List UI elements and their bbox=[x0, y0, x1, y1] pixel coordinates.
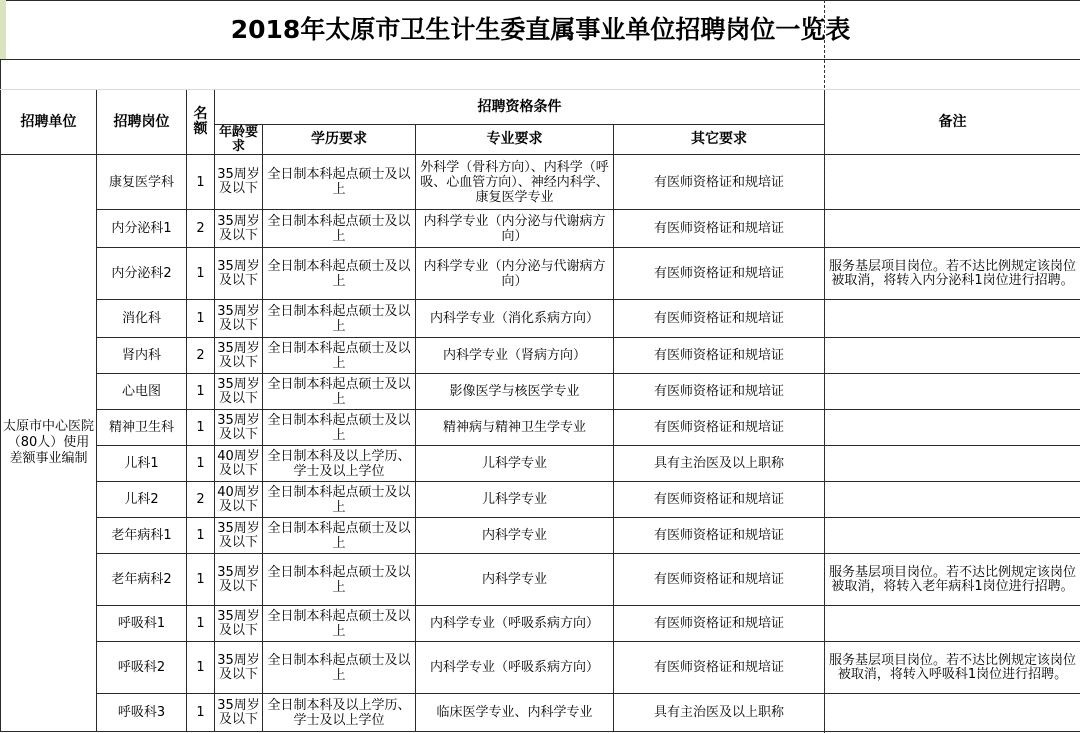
education-cell[interactable]: 全日制本科起点硕士及以上 bbox=[263, 518, 416, 554]
position-cell[interactable]: 内分泌科2 bbox=[97, 248, 187, 300]
major-cell[interactable]: 内科学专业（呼吸系病方向） bbox=[416, 606, 614, 642]
remarks-cell[interactable] bbox=[825, 606, 1080, 642]
remarks-cell[interactable] bbox=[825, 446, 1080, 482]
unit-cell[interactable]: 太原市中心医院（80人）使用差额事业编制 bbox=[1, 155, 97, 732]
position-cell[interactable]: 内分泌科1 bbox=[97, 210, 187, 248]
other-requirement-cell[interactable]: 有医师资格证和规培证 bbox=[614, 248, 825, 300]
age-cell[interactable]: 35周岁及以下 bbox=[215, 155, 263, 210]
position-cell[interactable]: 肾内科 bbox=[97, 338, 187, 374]
education-cell[interactable]: 全日制本科起点硕士及以上 bbox=[263, 410, 416, 446]
education-cell[interactable]: 全日制本科起点硕士及以上 bbox=[263, 642, 416, 694]
blank-row bbox=[1, 60, 1080, 90]
remarks-cell[interactable] bbox=[825, 338, 1080, 374]
quota-cell[interactable]: 2 bbox=[187, 338, 215, 374]
page-break-line bbox=[824, 0, 825, 733]
position-cell[interactable]: 心电图 bbox=[97, 374, 187, 410]
education-cell[interactable]: 全日制本科起点硕士及以上 bbox=[263, 338, 416, 374]
blank-cell[interactable] bbox=[1, 60, 1080, 90]
other-requirement-cell[interactable]: 有医师资格证和规培证 bbox=[614, 155, 825, 210]
remarks-cell[interactable]: 服务基层项目岗位。若不达比例规定该岗位被取消，将转入呼吸科1岗位进行招聘。 bbox=[825, 642, 1080, 694]
education-cell[interactable]: 全日制本科及以上学历、学士及以上学位 bbox=[263, 446, 416, 482]
age-cell[interactable]: 35周岁及以下 bbox=[215, 300, 263, 338]
remarks-cell[interactable]: 服务基层项目岗位。若不达比例规定该岗位被取消，将转入老年病科1岗位进行招聘。 bbox=[825, 554, 1080, 606]
table-body bbox=[1, 155, 1080, 732]
position-cell[interactable]: 老年病科1 bbox=[97, 518, 187, 554]
header-row-1 bbox=[1, 90, 1080, 125]
major-cell[interactable]: 儿科学专业 bbox=[416, 446, 614, 482]
major-cell[interactable]: 内科学专业（呼吸系病方向） bbox=[416, 642, 614, 694]
table-row bbox=[1, 210, 1080, 248]
header-other: 其它要求 bbox=[614, 125, 825, 155]
header-qualifications: 招聘资格条件 bbox=[215, 90, 825, 125]
position-cell[interactable]: 康复医学科 bbox=[97, 155, 187, 210]
age-cell[interactable]: 40周岁及以下 bbox=[215, 446, 263, 482]
page-title: 2018年太原市卫生计生委直属事业单位招聘岗位一览表 bbox=[1, 1, 1080, 60]
age-cell[interactable]: 35周岁及以下 bbox=[215, 374, 263, 410]
major-cell[interactable]: 内科学专业 bbox=[416, 554, 614, 606]
quota-cell[interactable]: 2 bbox=[187, 482, 215, 518]
major-cell[interactable]: 内科学专业 bbox=[416, 518, 614, 554]
remarks-cell[interactable] bbox=[825, 210, 1080, 248]
remarks-cell[interactable] bbox=[825, 518, 1080, 554]
remarks-cell[interactable] bbox=[825, 374, 1080, 410]
position-cell[interactable]: 呼吸科2 bbox=[97, 642, 187, 694]
education-cell[interactable]: 全日制本科起点硕士及以上 bbox=[263, 554, 416, 606]
other-requirement-cell[interactable]: 具有主治医及以上职称 bbox=[614, 694, 825, 732]
table-row bbox=[1, 446, 1080, 482]
header-quota: 名额 bbox=[187, 90, 215, 155]
other-requirement-cell[interactable]: 有医师资格证和规培证 bbox=[614, 606, 825, 642]
header-unit: 招聘单位 bbox=[1, 90, 97, 155]
remarks-cell[interactable] bbox=[825, 694, 1080, 732]
table-row bbox=[1, 374, 1080, 410]
other-requirement-cell[interactable]: 有医师资格证和规培证 bbox=[614, 642, 825, 694]
table-row bbox=[1, 694, 1080, 732]
header-major: 专业要求 bbox=[416, 125, 614, 155]
quota-cell[interactable]: 1 bbox=[187, 606, 215, 642]
position-cell[interactable]: 儿科2 bbox=[97, 482, 187, 518]
age-cell[interactable]: 35周岁及以下 bbox=[215, 210, 263, 248]
position-cell[interactable]: 消化科 bbox=[97, 300, 187, 338]
position-cell[interactable]: 儿科1 bbox=[97, 446, 187, 482]
major-cell[interactable]: 儿科学专业 bbox=[416, 482, 614, 518]
other-requirement-cell[interactable]: 有医师资格证和规培证 bbox=[614, 518, 825, 554]
education-cell[interactable]: 全日制本科起点硕士及以上 bbox=[263, 374, 416, 410]
age-cell[interactable]: 35周岁及以下 bbox=[215, 694, 263, 732]
position-cell[interactable]: 呼吸科3 bbox=[97, 694, 187, 732]
header-education: 学历要求 bbox=[263, 125, 416, 155]
major-cell[interactable]: 临床医学专业、内科学专业 bbox=[416, 694, 614, 732]
table-row bbox=[1, 155, 1080, 210]
age-cell[interactable]: 35周岁及以下 bbox=[215, 248, 263, 300]
major-cell[interactable]: 外科学（骨科方向）、内科学（呼吸、心血管方向）、神经内科学、康复医学专业 bbox=[416, 155, 614, 210]
major-cell[interactable]: 内科学专业（肾病方向） bbox=[416, 338, 614, 374]
major-cell[interactable]: 内科学专业（消化系病方向） bbox=[416, 300, 614, 338]
table-row bbox=[1, 518, 1080, 554]
position-cell[interactable]: 老年病科2 bbox=[97, 554, 187, 606]
remarks-cell[interactable] bbox=[825, 300, 1080, 338]
other-requirement-cell[interactable]: 有医师资格证和规培证 bbox=[614, 482, 825, 518]
quota-cell[interactable]: 1 bbox=[187, 446, 215, 482]
major-cell[interactable]: 精神病与精神卫生学专业 bbox=[416, 410, 614, 446]
position-cell[interactable]: 呼吸科1 bbox=[97, 606, 187, 642]
table-row bbox=[1, 338, 1080, 374]
age-cell[interactable]: 35周岁及以下 bbox=[215, 642, 263, 694]
education-cell[interactable]: 全日制本科及以上学历、学士及以上学位 bbox=[263, 694, 416, 732]
age-cell[interactable]: 35周岁及以下 bbox=[215, 518, 263, 554]
education-cell[interactable]: 全日制本科起点硕士及以上 bbox=[263, 482, 416, 518]
education-cell[interactable]: 全日制本科起点硕士及以上 bbox=[263, 300, 416, 338]
major-cell[interactable]: 内科学专业（内分泌与代谢病方向） bbox=[416, 210, 614, 248]
quota-cell[interactable]: 2 bbox=[187, 210, 215, 248]
education-cell[interactable]: 全日制本科起点硕士及以上 bbox=[263, 606, 416, 642]
quota-cell[interactable]: 1 bbox=[187, 694, 215, 732]
table-row bbox=[1, 300, 1080, 338]
quota-cell[interactable]: 1 bbox=[187, 642, 215, 694]
remarks-cell[interactable] bbox=[825, 155, 1080, 210]
remarks-cell[interactable]: 服务基层项目岗位。若不达比例规定该岗位被取消，将转入内分泌科1岗位进行招聘。 bbox=[825, 248, 1080, 300]
age-cell[interactable]: 40周岁及以下 bbox=[215, 482, 263, 518]
quota-cell[interactable]: 1 bbox=[187, 410, 215, 446]
table-row bbox=[1, 248, 1080, 300]
header-age: 年龄要求 bbox=[215, 125, 263, 155]
header-remarks: 备注 bbox=[825, 90, 1080, 155]
major-cell[interactable]: 内科学专业（内分泌与代谢病方向） bbox=[416, 248, 614, 300]
age-cell[interactable]: 35周岁及以下 bbox=[215, 410, 263, 446]
age-cell[interactable]: 35周岁及以下 bbox=[215, 338, 263, 374]
other-requirement-cell[interactable]: 有医师资格证和规培证 bbox=[614, 300, 825, 338]
age-cell[interactable]: 35周岁及以下 bbox=[215, 554, 263, 606]
quota-cell[interactable]: 1 bbox=[187, 518, 215, 554]
education-cell[interactable]: 全日制本科起点硕士及以上 bbox=[263, 155, 416, 210]
other-requirement-cell[interactable]: 有医师资格证和规培证 bbox=[614, 374, 825, 410]
table-row bbox=[1, 554, 1080, 606]
quota-cell[interactable]: 1 bbox=[187, 554, 215, 606]
other-requirement-cell[interactable]: 有医师资格证和规培证 bbox=[614, 338, 825, 374]
table-row bbox=[1, 482, 1080, 518]
remarks-cell[interactable] bbox=[825, 482, 1080, 518]
title-row bbox=[1, 1, 1080, 60]
header-position: 招聘岗位 bbox=[97, 90, 187, 155]
table-row bbox=[1, 642, 1080, 694]
major-cell[interactable]: 影像医学与核医学专业 bbox=[416, 374, 614, 410]
table-row bbox=[1, 606, 1080, 642]
other-requirement-cell[interactable]: 有医师资格证和规培证 bbox=[614, 210, 825, 248]
position-cell[interactable]: 精神卫生科 bbox=[97, 410, 187, 446]
education-cell[interactable]: 全日制本科起点硕士及以上 bbox=[263, 210, 416, 248]
quota-cell[interactable]: 1 bbox=[187, 374, 215, 410]
other-requirement-cell[interactable]: 有医师资格证和规培证 bbox=[614, 410, 825, 446]
age-cell[interactable]: 35周岁及以下 bbox=[215, 606, 263, 642]
row-header-strip bbox=[0, 0, 6, 59]
other-requirement-cell[interactable]: 具有主治医及以上职称 bbox=[614, 446, 825, 482]
quota-cell[interactable]: 1 bbox=[187, 248, 215, 300]
education-cell[interactable]: 全日制本科起点硕士及以上 bbox=[263, 248, 416, 300]
remarks-cell[interactable] bbox=[825, 410, 1080, 446]
other-requirement-cell[interactable]: 有医师资格证和规培证 bbox=[614, 554, 825, 606]
table-row bbox=[1, 410, 1080, 446]
quota-cell[interactable]: 1 bbox=[187, 300, 215, 338]
quota-cell[interactable]: 1 bbox=[187, 155, 215, 210]
